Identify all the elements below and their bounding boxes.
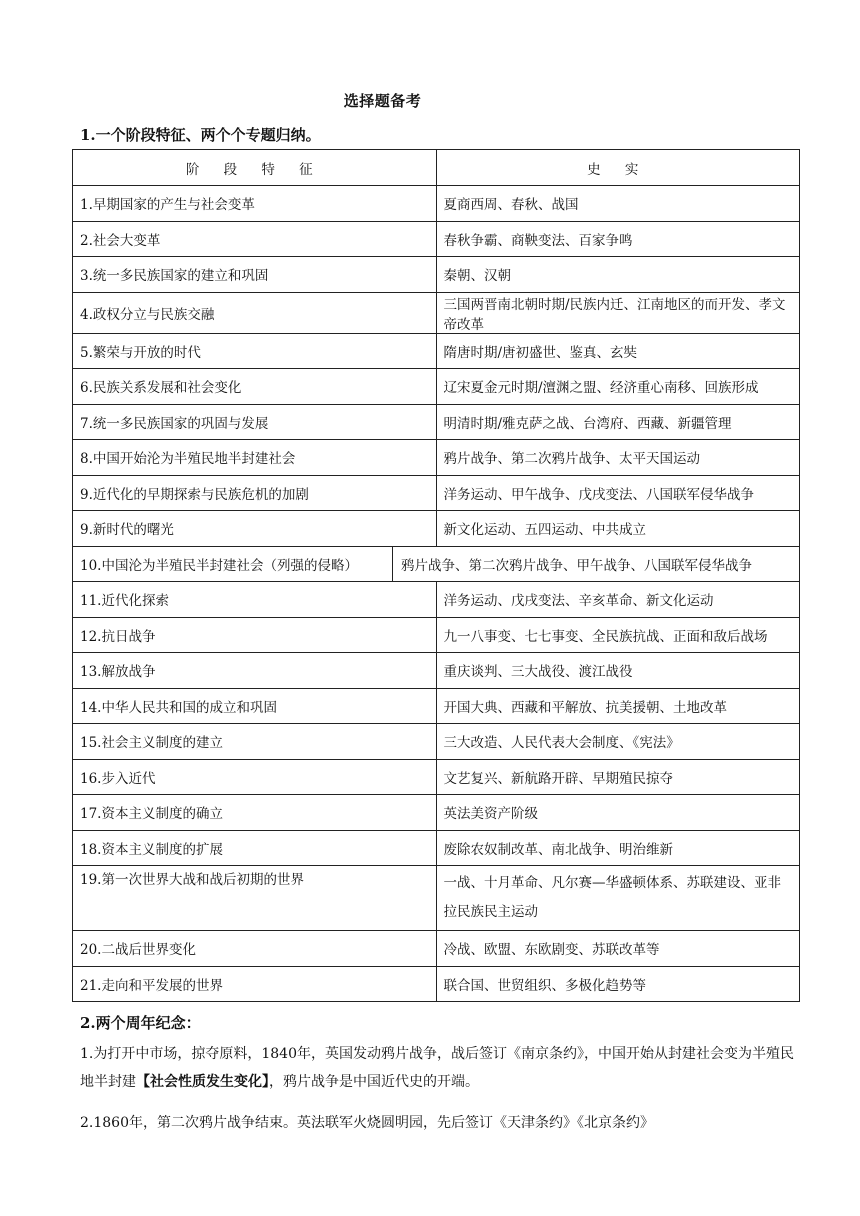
facts-cell: 隋唐时期/唐初盛世、鉴真、玄奘	[436, 333, 800, 369]
stage-cell: 6.民族关系发展和社会变化	[73, 369, 437, 405]
page-title: 选择题备考	[343, 92, 422, 110]
stage-cell: 10.中国沦为半殖民半封建社会（列强的侵略）	[73, 547, 393, 582]
table-row	[73, 546, 800, 582]
facts-cell: 春秋争霸、商鞅变法、百家争鸣	[436, 221, 800, 257]
stage-cell: 9.近代化的早期探索与民族危机的加剧	[73, 475, 437, 511]
facts-cell: 三大改造、人民代表大会制度、《宪法》	[436, 724, 800, 760]
header-stage: 阶 段 特 征	[73, 150, 437, 186]
table-row	[73, 369, 800, 405]
paragraph-1-text: 1.为打开中市场，掠夺原料，1840年，英国发动鸦片战争，战后签订《南京条约》，中国开始从封建社会变为半殖民地半封建	[80, 1046, 794, 1090]
table-row	[73, 221, 800, 257]
facts-cell: 秦朝、汉朝	[436, 257, 800, 293]
facts-cell: 夏商西周、春秋、战国	[436, 186, 800, 222]
stage-table	[72, 149, 800, 1002]
table-row	[73, 475, 800, 511]
facts-cell: 新文化运动、五四运动、中共成立	[436, 511, 800, 547]
table-row	[73, 440, 800, 476]
stage-cell: 12.抗日战争	[73, 617, 437, 653]
table-row	[73, 653, 800, 689]
facts-cell: 英法美资产阶级	[436, 795, 800, 831]
facts-cell: 明清时期/雅克萨之战、台湾府、西藏、新疆管理	[436, 404, 800, 440]
table-row	[73, 866, 800, 931]
section-heading-2: 2.两个周年纪念：	[80, 1014, 201, 1032]
stage-cell: 4.政权分立与民族交融	[73, 292, 437, 333]
table-header-row	[73, 150, 800, 186]
table-row	[73, 511, 800, 547]
table-row	[73, 186, 800, 222]
facts-cell: 洋务运动、甲午战争、戊戌变法、八国联军侵华战争	[436, 475, 800, 511]
facts-cell: 洋务运动、戊戌变法、辛亥革命、新文化运动	[436, 582, 800, 618]
stage-cell: 8.中国开始沦为半殖民地半封建社会	[73, 440, 437, 476]
stage-cell: 18.资本主义制度的扩展	[73, 830, 437, 866]
paragraph-1-bold: 【社会性质发生变化】	[136, 1074, 269, 1090]
table-row	[73, 292, 800, 333]
stage-cell: 17.资本主义制度的确立	[73, 795, 437, 831]
stage-cell: 7.统一多民族国家的巩固与发展	[73, 404, 437, 440]
facts-cell: 废除农奴制改革、南北战争、明治维新	[436, 830, 800, 866]
facts-cell: 冷战、欧盟、东欧剧变、苏联改革等	[436, 931, 800, 967]
facts-cell: 三国两晋南北朝时期/民族内迁、江南地区的而开发、孝文帝改革	[436, 292, 800, 333]
facts-cell: 九一八事变、七七事变、全民族抗战、正面和敌后战场	[436, 617, 800, 653]
facts-cell: 一战、十月革命、凡尔赛—华盛顿体系、苏联建设、亚非拉民族民主运动	[436, 866, 800, 931]
facts-cell: 鸦片战争、第二次鸦片战争、太平天国运动	[436, 440, 800, 476]
paragraph-1-tail: ，鸦片战争是中国近代史的开端。	[269, 1074, 479, 1090]
table-row	[73, 966, 800, 1002]
table-row	[73, 931, 800, 967]
stage-cell: 14.中华人民共和国的成立和巩固	[73, 688, 437, 724]
stage-cell: 13.解放战争	[73, 653, 437, 689]
stage-cell: 3.统一多民族国家的建立和巩固	[73, 257, 437, 293]
paragraph-2: 2.1860年，第二次鸦片战争结束。英法联军火烧圆明园，先后签订《天津条约》《北京条约》	[80, 1115, 654, 1131]
stage-cell: 20.二战后世界变化	[73, 931, 437, 967]
stage-cell: 2.社会大变革	[73, 221, 437, 257]
stage-cell: 16.步入近代	[73, 759, 437, 795]
table-row	[73, 724, 800, 760]
table-row	[73, 688, 800, 724]
paragraph-1	[80, 1040, 800, 1096]
table-row	[73, 582, 800, 618]
facts-cell: 联合国、世贸组织、多极化趋势等	[436, 966, 800, 1002]
facts-cell: 文艺复兴、新航路开辟、早期殖民掠夺	[436, 759, 800, 795]
stage-cell: 11.近代化探索	[73, 582, 437, 618]
table-row	[73, 617, 800, 653]
stage-cell: 15.社会主义制度的建立	[73, 724, 437, 760]
section-heading-1: 1.一个阶段特征、两个个专题归纳。	[80, 126, 321, 144]
header-facts: 史 实	[436, 150, 800, 186]
stage-cell: 1.早期国家的产生与社会变革	[73, 186, 437, 222]
table-row	[73, 404, 800, 440]
table-row	[73, 333, 800, 369]
table-row	[73, 795, 800, 831]
facts-cell: 辽宋夏金元时期/澶渊之盟、经济重心南移、回族形成	[436, 369, 800, 405]
facts-cell: 鸦片战争、第二次鸦片战争、甲午战争、八国联军侵华战争	[401, 557, 752, 574]
table-row-split-cell	[73, 546, 800, 582]
table-row	[73, 257, 800, 293]
facts-cell: 开国大典、西藏和平解放、抗美援朝、土地改革	[436, 688, 800, 724]
stage-cell: 9.新时代的曙光	[73, 511, 437, 547]
stage-cell: 19.第一次世界大战和战后初期的世界	[73, 866, 437, 931]
table-row	[73, 759, 800, 795]
table-row	[73, 830, 800, 866]
stage-cell: 5.繁荣与开放的时代	[73, 333, 437, 369]
stage-cell: 21.走向和平发展的世界	[73, 966, 437, 1002]
facts-cell: 重庆谈判、三大战役、渡江战役	[436, 653, 800, 689]
